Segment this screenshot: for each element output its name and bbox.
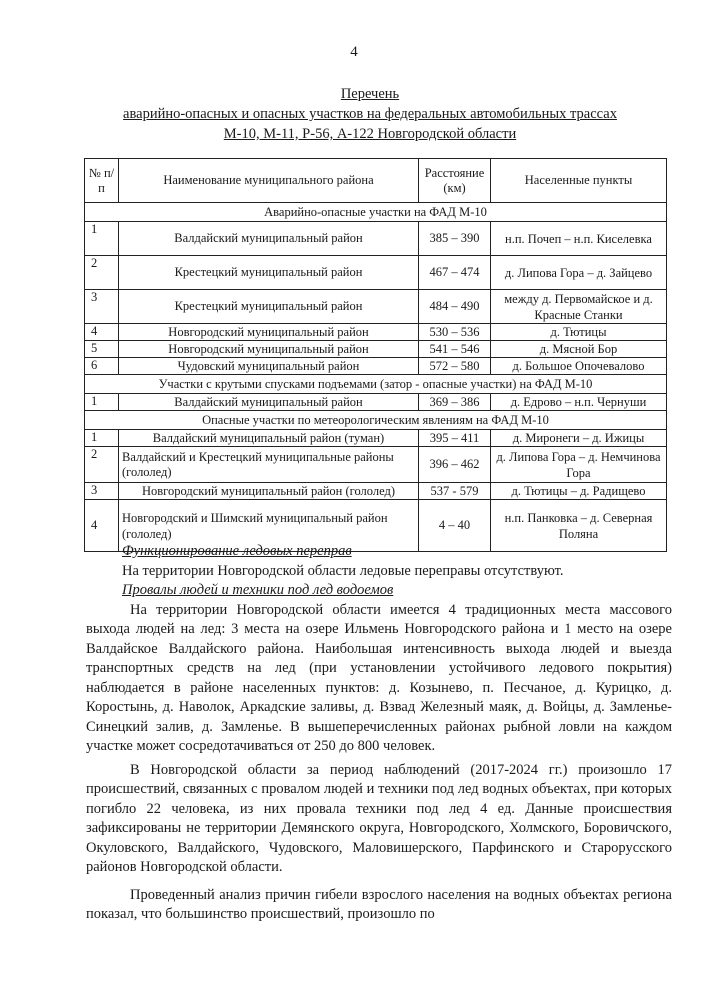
row-settlement: д. Липова Гора – д. Зайцево <box>491 256 667 290</box>
row-name: Новгородский муниципальный район (гололед) <box>119 483 419 500</box>
row-distance: 467 – 474 <box>419 256 491 290</box>
title-line-1: Перечень <box>340 86 400 102</box>
table-header-row <box>85 159 667 203</box>
row-name: Крестецкий муниципальный район <box>119 256 419 290</box>
row-name: Крестецкий муниципальный район <box>119 290 419 324</box>
row-distance: 396 – 462 <box>419 447 491 483</box>
table-row <box>85 394 667 411</box>
section-row <box>85 411 667 430</box>
row-num: 4 <box>85 324 119 341</box>
row-distance: 530 – 536 <box>419 324 491 341</box>
row-settlement: д. Едрово – н.п. Чернуши <box>491 394 667 411</box>
row-name: Валдайский муниципальный район (туман) <box>119 430 419 447</box>
row-distance: 541 – 546 <box>419 341 491 358</box>
header-name: Наименование муниципального района <box>119 159 419 203</box>
section-row <box>85 203 667 222</box>
hazard-sections-table <box>84 158 667 552</box>
title-line-3: М-10, М-11, Р-56, А-122 Новгородской области <box>223 126 517 142</box>
row-name: Валдайский муниципальный район <box>119 394 419 411</box>
paragraph-2: В Новгородской области за период наблюдений (2017-2024 гг.) произошло 17 происшествий, связанных с провалом людей и техники под лед водных объектах, при которых погибло 22 человека, из них провала техники под лед 4 ед. Данные происшествия зафиксированы не территории Демянского округа, Новгородского, Холмского, Боровичского, Окуловского, Валдайского, Чудовского, Маловишерского, Парфинского и Старорусского районов Новгородской области. <box>86 761 672 875</box>
row-num: 2 <box>85 447 119 483</box>
page-number: 4 <box>350 44 358 60</box>
ice-failures-heading: Провалы людей и техники под лед водоемов <box>122 582 394 598</box>
row-num: 6 <box>85 358 119 375</box>
row-num: 3 <box>85 290 119 324</box>
row-distance: 369 – 386 <box>419 394 491 411</box>
row-name: Валдайский муниципальный район <box>119 222 419 256</box>
table-row <box>85 430 667 447</box>
table-row <box>85 222 667 256</box>
section-row <box>85 375 667 394</box>
row-num: 5 <box>85 341 119 358</box>
paragraph-1: На территории Новгородской области имеется 4 традиционных места массового выхода людей на лед: 3 места на озере Ильмень Новгородского района и 1 место на озере Валдайское Валдайского района. Наибольшая интенсивность выхода людей и выезда транспортных средств на лед (при установлении устойчивого ледового покрытия) наблюдается в районе населенных пунктов: д. Козынево, п. Песчаное, д. Курицко, д. Коростынь, д. Наволок, Аркадские заливы, д. Взвад Железный маяк, д. Войцы, д. Замленье-Синецкий залив, д. Замленье. В вышеперечисленных районах рыбной ловли на каждом участке может сосредотачиваться от 250 до 800 человек. <box>86 601 672 754</box>
row-distance: 395 – 411 <box>419 430 491 447</box>
ice-crossings-text: На территории Новгородской области ледовые переправы отсутствуют. <box>122 562 564 579</box>
row-settlement: между д. Первомайское и д. Красные Станки <box>491 290 667 324</box>
row-settlement: д. Миронеги – д. Ижицы <box>491 430 667 447</box>
row-num: 3 <box>85 483 119 500</box>
row-settlement: д. Липова Гора – д. Немчинова Гора <box>491 447 667 483</box>
row-settlement: д. Тютицы <box>491 324 667 341</box>
row-distance: 4 – 40 <box>419 500 491 552</box>
header-num: № п/п <box>85 159 119 203</box>
table-row <box>85 290 667 324</box>
row-settlement: н.п. Почеп – н.п. Киселевка <box>491 222 667 256</box>
row-settlement: д. Мясной Бор <box>491 341 667 358</box>
table-row <box>85 324 667 341</box>
row-settlement: д. Тютицы – д. Радищево <box>491 483 667 500</box>
row-num: 2 <box>85 256 119 290</box>
table-row <box>85 358 667 375</box>
row-settlement: д. Большое Опочевалово <box>491 358 667 375</box>
row-name: Новгородский и Шимский муниципальный район (гололед) <box>119 500 419 552</box>
row-name: Новгородский муниципальный район <box>119 324 419 341</box>
ice-crossings-heading: Функционирование ледовых переправ <box>122 543 352 559</box>
row-num: 1 <box>85 394 119 411</box>
title-line-2: аварийно-опасных и опасных участков на федеральных автомобильных трассах <box>123 106 617 122</box>
section-title-1: Аварийно-опасные участки на ФАД М-10 <box>85 203 667 222</box>
row-num: 4 <box>85 500 119 552</box>
row-settlement: н.п. Панковка – д. Северная Поляна <box>491 500 667 552</box>
row-distance: 537 - 579 <box>419 483 491 500</box>
row-num: 1 <box>85 430 119 447</box>
table-row <box>85 447 667 483</box>
row-name: Новгородский муниципальный район <box>119 341 419 358</box>
header-distance: Расстояние (км) <box>419 159 491 203</box>
table-row <box>85 483 667 500</box>
table-row <box>85 256 667 290</box>
row-num: 1 <box>85 222 119 256</box>
document-body <box>86 542 672 925</box>
row-distance: 385 – 390 <box>419 222 491 256</box>
row-distance: 484 – 490 <box>419 290 491 324</box>
paragraph-3: Проведенный анализ причин гибели взрослого населения на водных объектах региона показал, что большинство происшествий, произошло по <box>86 886 672 922</box>
section-title-3: Опасные участки по метеорологическим явлениям на ФАД М-10 <box>85 411 667 430</box>
header-settlements: Населенные пункты <box>491 159 667 203</box>
table-row <box>85 341 667 358</box>
row-distance: 572 – 580 <box>419 358 491 375</box>
section-title-2: Участки с крутыми спусками подъемами (затор - опасные участки) на ФАД М-10 <box>85 375 667 394</box>
row-name: Чудовский муниципальный район <box>119 358 419 375</box>
row-name: Валдайский и Крестецкий муниципальные районы (гололед) <box>119 447 419 483</box>
